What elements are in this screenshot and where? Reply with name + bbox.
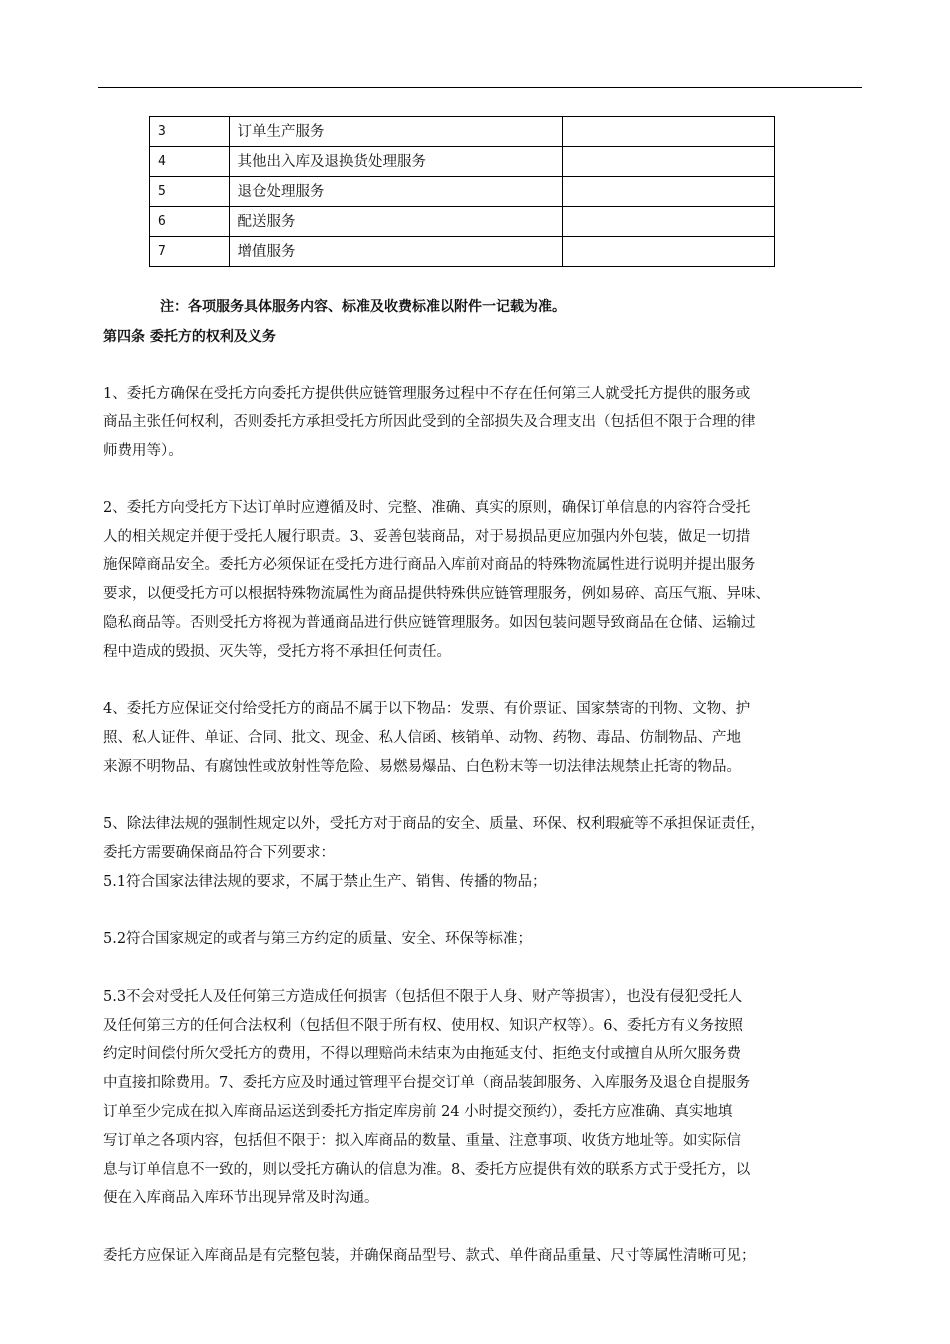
service-table — [149, 116, 775, 267]
paragraph-line: 5.3不会对受托人及任何第三方造成任何损害（包括但不限于人身、财产等损害），也没有侵犯受托人 — [103, 989, 743, 1005]
paragraph-line: 订单至少完成在拟入库商品运送到委托方指定库房前 24 小时提交预约），委托方应准确、真实地填 — [103, 1104, 733, 1120]
table-row — [150, 117, 775, 147]
paragraph-line: 中直接扣除费用。7、委托方应及时通过管理平台提交订单（商品装卸服务、入库服务及退仓自提服务 — [103, 1075, 751, 1091]
article-heading: 第四条 委托方的权利及义务 — [103, 329, 276, 345]
service-note — [562, 117, 774, 147]
paragraph-line: 及任何第三方的任何合法权利（包括但不限于所有权、使用权、知识产权等）。6、委托方有义务按照 — [103, 1018, 743, 1034]
paragraph-line: 人的相关规定并便于受托人履行职责。3、妥善包装商品，对于易损品更应加强内外包装，做足一切措 — [103, 529, 751, 545]
header-rule — [98, 87, 862, 88]
row-number: 6 — [150, 207, 230, 237]
service-name: 配送服务 — [229, 207, 562, 237]
table-row — [150, 177, 775, 207]
service-name: 订单生产服务 — [229, 117, 562, 147]
paragraph-line: 商品主张任何权利，否则委托方承担受托方所因此受到的全部损失及合理支出（包括但不限于合理的律 — [103, 414, 756, 430]
paragraph-line: 程中造成的毁损、灭失等，受托方将不承担任何责任。 — [103, 644, 451, 660]
service-name: 其他出入库及退换货处理服务 — [229, 147, 562, 177]
paragraph-line: 2、委托方向受托方下达订单时应遵循及时、完整、准确、真实的原则，确保订单信息的内容符合受托 — [103, 500, 751, 516]
row-number: 7 — [150, 237, 230, 267]
service-note — [562, 147, 774, 177]
table-row — [150, 237, 775, 267]
row-number: 5 — [150, 177, 230, 207]
paragraph-line: 施保障商品安全。委托方必须保证在受托方进行商品入库前对商品的特殊物流属性进行说明并提出服务 — [103, 557, 756, 573]
paragraph-line: 约定时间偿付所欠受托方的费用，不得以理赔尚未结束为由拖延支付、拒绝支付或擅自从所欠服务费 — [103, 1046, 741, 1062]
service-note — [562, 177, 774, 207]
paragraph-line: 4、委托方应保证交付给受托方的商品不属于以下物品：发票、有价票证、国家禁寄的刊物、文物、护 — [103, 701, 751, 717]
service-note — [562, 237, 774, 267]
row-number: 3 — [150, 117, 230, 147]
table-row — [150, 147, 775, 177]
paragraph-line: 委托方应保证入库商品是有完整包装，并确保商品型号、款式、单件商品重量、尺寸等属性清晰可见； — [103, 1248, 756, 1264]
service-name: 增值服务 — [229, 237, 562, 267]
paragraph-line: 1、委托方确保在受托方向委托方提供供应链管理服务过程中不存在任何第三人就受托方提供的服务或 — [103, 386, 751, 402]
service-name: 退仓处理服务 — [229, 177, 562, 207]
paragraph-line: 照、私人证件、单证、合同、批文、现金、私人信函、核销单、动物、药物、毒品、仿制物品、产地 — [103, 730, 741, 746]
paragraph-line: 来源不明物品、有腐蚀性或放射性等危险、易燃易爆品、白色粉末等一切法律法规禁止托寄的物品。 — [103, 759, 741, 775]
paragraph-line: 5.1符合国家法律法规的要求，不属于禁止生产、销售、传播的物品； — [103, 874, 547, 890]
paragraph-line: 5.2符合国家规定的或者与第三方约定的质量、安全、环保等标准； — [103, 931, 533, 947]
paragraph-line: 5、除法律法规的强制性规定以外，受托方对于商品的安全、质量、环保、权利瑕疵等不承担保证责任， — [103, 816, 765, 832]
table-footnote: 注：各项服务具体服务内容、标准及收费标准以附件一记载为准。 — [160, 299, 566, 315]
paragraph-line: 要求，以便受托方可以根据特殊物流属性为商品提供特殊供应链管理服务，例如易碎、高压气瓶、异味、 — [103, 586, 770, 602]
paragraph-line: 便在入库商品入库环节出现异常及时沟通。 — [103, 1190, 379, 1206]
table-row — [150, 207, 775, 237]
service-note — [562, 207, 774, 237]
paragraph-line: 隐私商品等。否则受托方将视为普通商品进行供应链管理服务。如因包装问题导致商品在仓储、运输过 — [103, 615, 756, 631]
paragraph-line: 委托方需要确保商品符合下列要求： — [103, 845, 335, 861]
paragraph-line: 师费用等）。 — [103, 443, 183, 459]
row-number: 4 — [150, 147, 230, 177]
paragraph-line: 写订单之各项内容，包括但不限于：拟入库商品的数量、重量、注意事项、收货方地址等。如实际信 — [103, 1133, 741, 1149]
paragraph-line: 息与订单信息不一致的，则以受托方确认的信息为准。8、委托方应提供有效的联系方式于受托方，以 — [103, 1162, 751, 1178]
